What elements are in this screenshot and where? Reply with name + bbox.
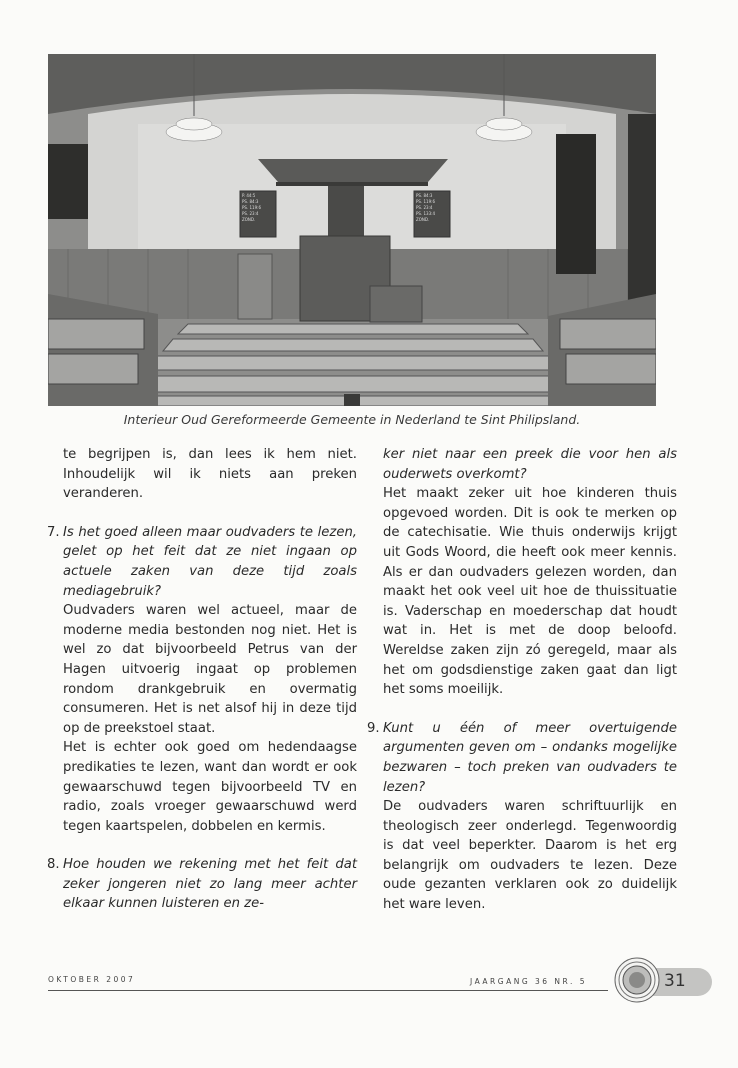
footer-month: OKTOBER 2007 bbox=[48, 975, 136, 984]
hymn-board-line: PS. 119:6 bbox=[416, 199, 436, 204]
photo-caption: Interieur Oud Gereformeerde Gemeente in Nederland te Sint Philipsland. bbox=[123, 412, 581, 427]
footer-rule bbox=[48, 990, 608, 991]
page-number: 31 bbox=[664, 971, 686, 991]
hymn-board-label: ZOND. bbox=[242, 217, 256, 222]
question-9 bbox=[367, 719, 677, 797]
right-column bbox=[367, 445, 677, 915]
question-number: 9. bbox=[367, 720, 380, 736]
hymn-board-right bbox=[416, 193, 448, 223]
question-8-continued: ker niet naar een preek die voor hen als ouderwets overkomt? bbox=[383, 447, 677, 482]
hymn-board-line: PS. 84:3 bbox=[416, 193, 433, 198]
hymn-board-line: PS. 133:4 bbox=[416, 211, 436, 216]
hymn-board-label: ZOND. bbox=[416, 217, 430, 222]
hymn-board-line: P. 44:5 bbox=[242, 193, 256, 198]
hymn-board-line: PS. 119:6 bbox=[242, 205, 262, 210]
hymn-board-line: PS. 84:3 bbox=[242, 199, 259, 204]
question-text: Is het goed alleen maar oudvaders te lezen, gelet op het feit dat ze niet ingaan op actuele zaken van deze tijd zoals mediagebruik? bbox=[63, 524, 357, 599]
question-number: 7. bbox=[47, 524, 60, 540]
footer-issue: JAARGANG 36 NR. 5 bbox=[470, 977, 588, 986]
hymn-board-line: PS. 23:4 bbox=[242, 211, 259, 216]
question-text: Kunt u één of meer overtuigende argumenten geven om – ondanks mogelijke bezwaren – toch preken van oudvaders te lezen? bbox=[383, 720, 677, 795]
seal-logo-icon bbox=[614, 957, 660, 1003]
question-text: Hoe houden we rekening met het feit dat zeker jongeren niet zo lang meer achter elkaar kunnen luisteren en ze- bbox=[63, 857, 357, 912]
answer-7-paragraph-1: Oudvaders waren wel actueel, maar de moderne media bestonden nog niet. Het is wel zo dat bijvoorbeeld Petrus van der Hagen uitvoerig ingaat op problemen rondom drankgebruik en overmatig consumeren. Het is net alsof hij in deze tijd op de preekstoel staat. bbox=[63, 603, 357, 736]
hymn-board-left bbox=[242, 193, 274, 223]
intro-paragraph: te begrijpen is, dan lees ik hem niet. Inhoudelijk wil ik niets aan preken veranderen. bbox=[63, 447, 357, 502]
church-interior-photo bbox=[48, 54, 656, 406]
left-column bbox=[47, 445, 357, 914]
answer-7-paragraph-2: Het is echter ook goed om hedendaagse predikaties te lezen, want dan wordt er ook gewaarschuwd tegen bijvoorbeeld TV en radio, zoals vroeger gewaarschuwd werd tegen kaartspelen, dobbelen en kermis. bbox=[63, 740, 357, 834]
answer-8: Het maakt zeker uit hoe kinderen thuis opgevoed worden. Dit is ook te merken op de catechisatie. Wie thuis onderwijs krijgt uit Gods Woord, die heeft ook meer kennis. Als er dan oudvaders gelezen worden, dan maakt het ook veel uit hoe de thuissituatie is. Vaderschap en moederschap dat houdt wat in. Het is met de doop beloofd. Wereldse zaken zijn zó geregeld, maar als het om godsdienstige zaken gaat dan ligt het soms moeilijk. bbox=[383, 486, 677, 698]
question-number: 8. bbox=[47, 857, 60, 873]
hymn-board-line: PS. 23:4 bbox=[416, 205, 433, 210]
question-8 bbox=[47, 855, 357, 914]
answer-9: De oudvaders waren schriftuurlijk en theologisch zeer onderlegd. Tegenwoordig is dat veel beperkter. Daarom is het erg belangrijk om oudvaders te lezen. Deze oude gezanten verklaren ook zo duidelijk het ware leven. bbox=[383, 799, 677, 913]
question-7 bbox=[47, 523, 357, 601]
